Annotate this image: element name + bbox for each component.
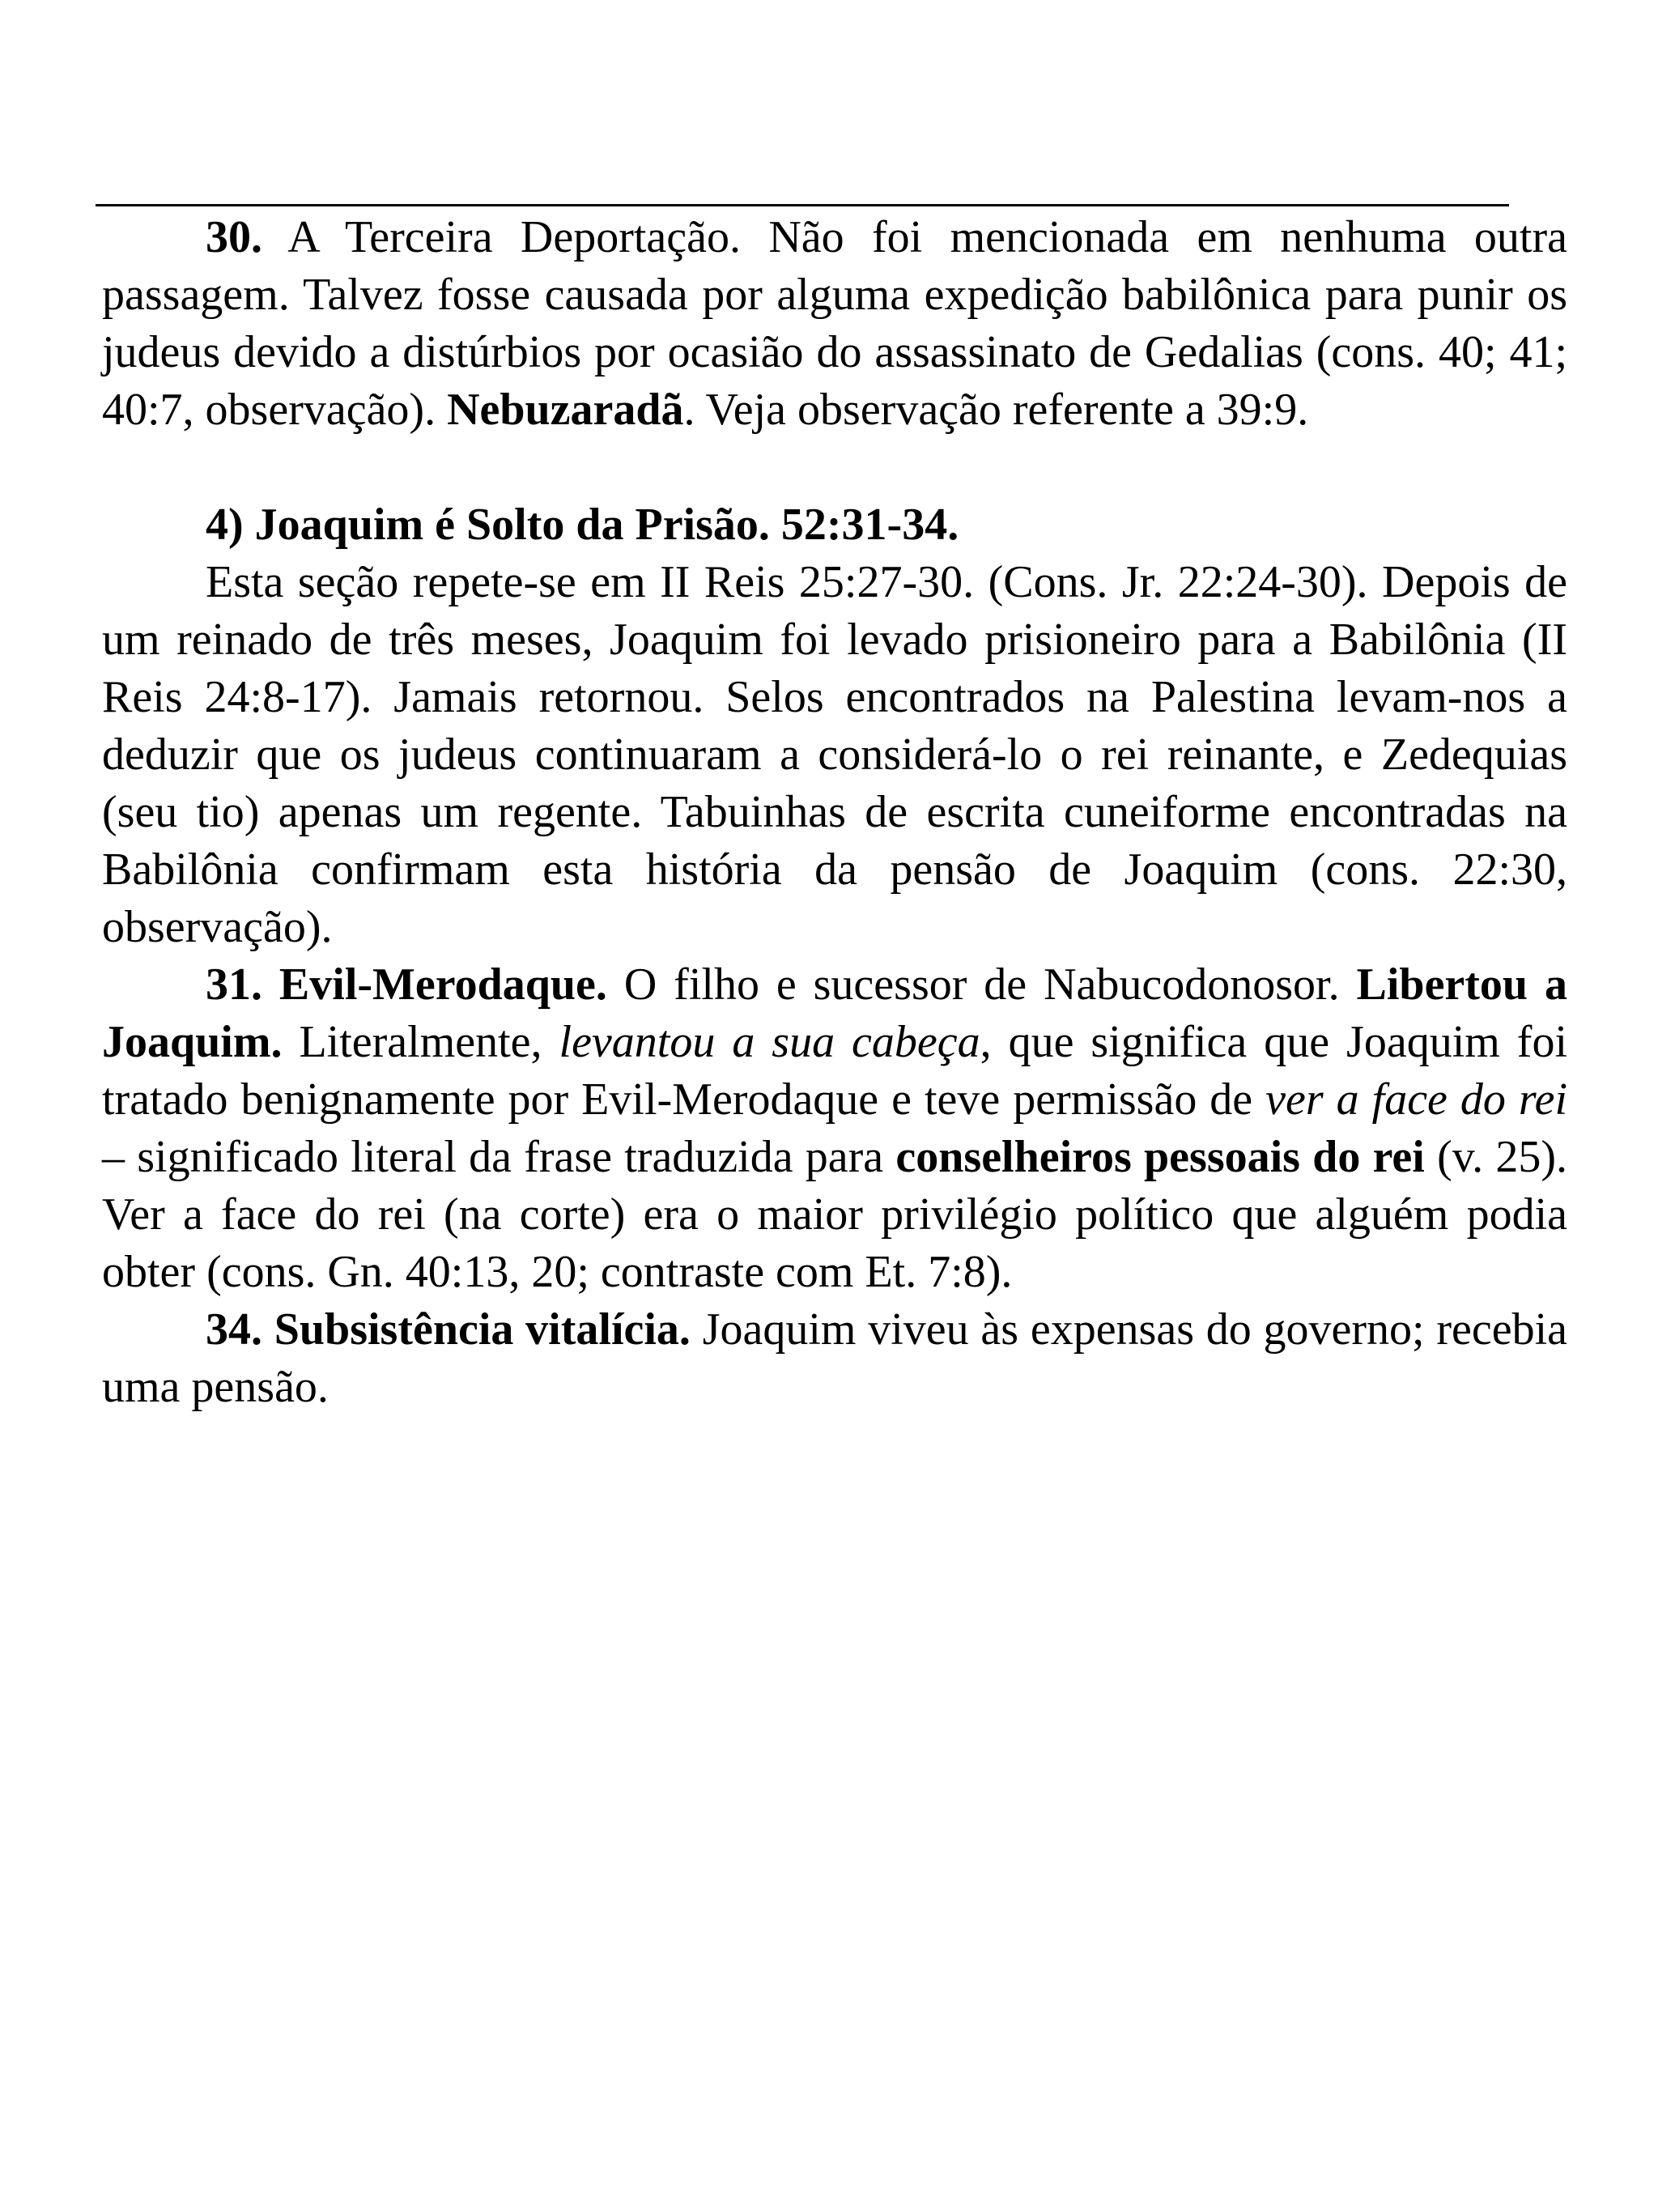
note-31-text-5: (v. 25). Ver a face do rei (na corte) era o maior privilégio político que alguém podia obter (cons. Gn. 40:13, 20; contraste com Et. 7:8). <box>102 1132 1567 1297</box>
note-30-text-end: . Veja observação referente a 39:9. <box>683 385 1309 435</box>
note-31-text-2: Literalmente, <box>282 1017 559 1067</box>
section-paragraph <box>102 554 1567 956</box>
note-34-term: 34. Subsistência vitalícia. <box>206 1304 691 1355</box>
note-30-number: 30. <box>206 212 262 262</box>
section-heading-text: 4) Joaquim é Solto da Prisão. 52:31-34. <box>206 500 959 550</box>
note-31-italic-face: ver a face do rei <box>1265 1074 1568 1125</box>
note-30-paragraph <box>102 209 1567 439</box>
section-heading <box>102 496 1567 554</box>
section-paragraph-text: Esta seção repete-se em II Reis 25:27-30. (Cons. Jr. 22:24-30). Depois de um reinado de três meses, Joaquim foi levado prisioneiro para a Babilônia (II Reis 24:8-17). Jamais retornou. Selos encontrados na Palestina levam-nos a deduzir que os judeus continuaram a considerá-lo o rei reinante, e Zedequias (seu tio) apenas um regente. Tabuinhas de escrita cuneiforme encontradas na Babilônia confirmam esta história da pensão de Joaquim (cons. 22:30, observação). <box>102 557 1567 952</box>
note-31-term-libertou: Libertou a Joaquim. <box>102 959 1567 1067</box>
note-31-term-conselheiros: conselheiros pessoais do rei <box>895 1132 1425 1182</box>
note-31-paragraph <box>102 956 1567 1301</box>
note-34-text: Joaquim viveu às expensas do governo; recebia uma pensão. <box>102 1304 1567 1412</box>
note-31-italic-cabeca: levantou a sua cabeça <box>559 1017 980 1067</box>
note-31-text-4: – significado literal da frase traduzida para <box>102 1132 896 1182</box>
page-body <box>102 209 1567 1416</box>
note-31-text: O filho e sucessor de Nabucodonosor. <box>606 959 1357 1010</box>
footnote-rule <box>96 204 1509 206</box>
note-31-term: 31. Evil-Merodaque. <box>206 959 607 1010</box>
note-30-term: Nebuzaradã <box>447 385 684 435</box>
note-30-text: A Terceira Deportação. Não foi mencionada em nenhuma outra passagem. Talvez fosse causada por alguma expedição babilônica para punir os judeus devido a distúrbios por ocasião do assassinato de Gedalias (cons. 40; 41; 40:7, observação). <box>102 212 1567 435</box>
note-31-text-3: , que significa que Joaquim foi tratado benignamente por Evil-Merodaque e teve permissão de <box>102 1017 1567 1125</box>
note-34-paragraph <box>102 1301 1567 1416</box>
